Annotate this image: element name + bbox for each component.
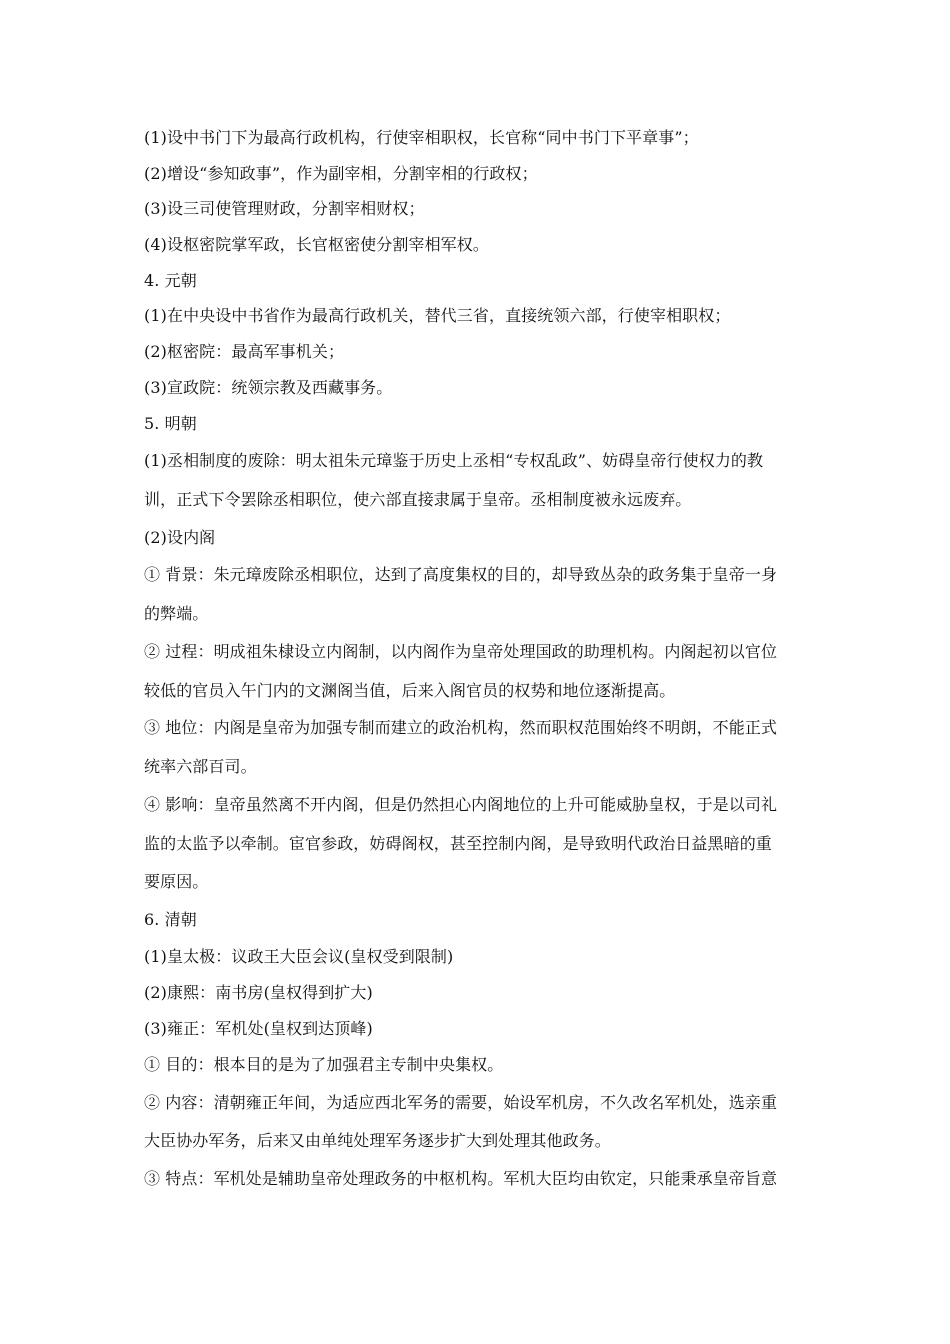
text-line: 监的太监予以牵制。宦官参政，妨碍阁权，甚至控制内阁，是导致明代政治日益黑暗的重	[144, 834, 772, 853]
text-line: (1)丞相制度的废除：明太祖朱元璋鉴于历史上丞相“专权乱政”、妨碍皇帝行使权力的教	[144, 451, 764, 470]
text-line: ② 过程：明成祖朱棣设立内阁制，以内阁作为皇帝处理国政的助理机构。内阁起初以官位	[144, 642, 778, 661]
text-line: (3)宣政院：统领宗教及西藏事务。	[144, 378, 393, 397]
section-heading: 4. 元朝	[144, 271, 197, 290]
text-line: (2)设内阁	[144, 528, 216, 547]
section-heading: 5. 明朝	[144, 414, 197, 433]
text-line: 要原因。	[144, 872, 209, 891]
text-line: 大臣协办军务，后来又由单纯处理军务逐步扩大到处理其他政务。	[144, 1131, 611, 1150]
text-line: (2)枢密院：最高军事机关；	[144, 342, 345, 361]
text-line: 较低的官员入午门内的文渊阁当值，后来入阁官员的权势和地位逐渐提高。	[144, 681, 676, 700]
text-line: ① 背景：朱元璋废除丞相职位，达到了高度集权的目的，却导致丛杂的政务集于皇帝一身	[144, 565, 778, 584]
text-line: 的弊端。	[144, 604, 209, 623]
section-heading: 6. 清朝	[144, 910, 197, 929]
text-line: ② 内容：清朝雍正年间，为适应西北军务的需要，始设军机房，不久改名军机处，选亲重	[144, 1093, 778, 1112]
text-line: (1)设中书门下为最高行政机构，行使宰相职权，长官称“同中书门下平章事”；	[144, 128, 699, 147]
text-line: ③ 特点：军机处是辅助皇帝处理政务的中枢机构。军机大臣均由钦定，只能秉承皇帝旨意	[144, 1169, 778, 1188]
text-line: ④ 影响：皇帝虽然离不开内阁，但是仍然担心内阁地位的上升可能威胁皇权，于是以司礼	[144, 795, 778, 814]
text-line: 训，正式下令罢除丞相职位，使六部直接隶属于皇帝。丞相制度被永远废弃。	[144, 490, 692, 509]
text-line: (2)康熙：南书房(皇权得到扩大)	[144, 983, 373, 1002]
text-line: ③ 地位：内阁是皇帝为加强专制而建立的政治机构，然而职权范围始终不明朗，不能正式	[144, 718, 778, 737]
text-line: (1)皇太极：议政王大臣会议(皇权受到限制)	[144, 947, 454, 966]
text-line: (3)设三司使管理财政，分割宰相财权；	[144, 199, 425, 218]
text-line: (1)在中央设中书省作为最高行政机关，替代三省，直接统领六部，行使宰相职权；	[144, 306, 731, 325]
text-line: ① 目的：根本目的是为了加强君主专制中央集权。	[144, 1055, 504, 1074]
text-line: (4)设枢密院掌军政，长官枢密使分割宰相军权。	[144, 235, 489, 254]
text-line: (2)增设“参知政事”，作为副宰相，分割宰相的行政权；	[144, 164, 538, 183]
text-line: 统率六部百司。	[144, 757, 257, 776]
text-line: (3)雍正：军机处(皇权到达顶峰)	[144, 1019, 373, 1038]
